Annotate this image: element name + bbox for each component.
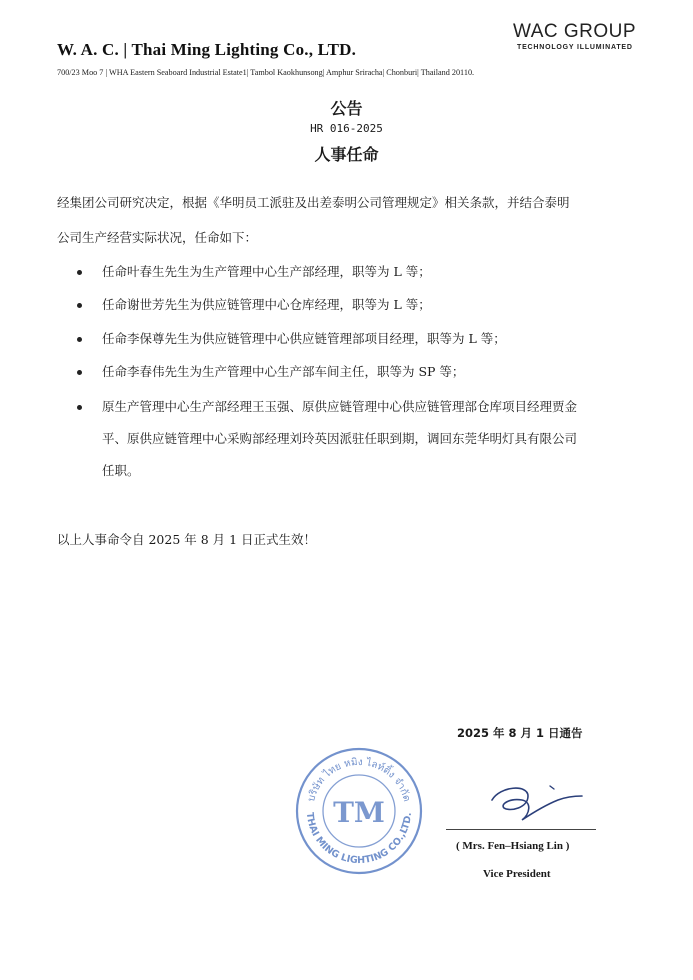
intro-line-1: 经集团公司研究决定，根据《华明员工派驻及出差泰明公司管理规定》相关条款，并结合泰明: [57, 195, 570, 210]
bullet-icon: [77, 270, 82, 275]
company-seal: [293, 745, 425, 877]
intro-line-2: 公司生产经营实际状况，任命如下：: [57, 230, 258, 245]
logo-wordmark: WAC GROUP: [513, 21, 637, 42]
notice-subject: 人事任命: [314, 145, 379, 164]
bullet-icon: [77, 370, 82, 375]
signer-name: ( Mrs. Fen–Hsiang Lin ): [456, 840, 570, 852]
list-item: 任命李春伟先生为生产管理中心生产部车间主任，职等为 SP 等；: [102, 364, 465, 379]
document-reference: HR 016-2025: [310, 122, 383, 135]
list-item-line: 原生产管理中心生产部经理王玉强、原供应链管理中心供应链管理部仓库项目经理贾金: [102, 399, 578, 414]
list-item: 任命李保尊先生为供应链管理中心供应链管理部项目经理，职等为 L 等；: [102, 331, 506, 346]
list-item: 任命叶春生先生为生产管理中心生产部经理，职等为 L 等；: [102, 264, 431, 279]
signature-scribble: [470, 778, 600, 830]
bullet-icon: [77, 303, 82, 308]
signer-title: Vice President: [483, 868, 551, 880]
list-item-line: 平、原供应链管理中心采购部经理刘玲英因派驻任职到期，调回东莞华明灯具有限公司: [102, 431, 578, 446]
seal-english-text: THAI MING LIGHTING CO.,LTD.: [303, 811, 415, 867]
bullet-icon: [77, 405, 82, 410]
seal-thai-text: บริษัท ไทย หมิง ไลท์ติ้ง จำกัด: [306, 756, 412, 803]
bullet-icon: [77, 337, 82, 342]
signature-line: [446, 829, 596, 830]
notice-date: 2025 年 8 月 1 日通告: [457, 726, 583, 740]
effective-date-statement: 以上人事命令自 2025 年 8 月 1 日正式生效！: [57, 532, 317, 547]
company-name: W. A. C. | Thai Ming Lighting Co., LTD.: [57, 40, 357, 59]
notice-heading: 公告: [330, 99, 363, 118]
company-address: 700/23 Moo 7 | WHA Eastern Seaboard Industrial Estate1| Tambol Kaokhunsong| Amphur Sriracha| Chonburi| Thailand 20110.: [57, 68, 475, 77]
list-item-line: 任职。: [102, 463, 140, 478]
logo-tagline: TECHNOLOGY ILLUMINATED: [517, 44, 633, 51]
list-item: 任命谢世芳先生为供应链管理中心仓库经理，职等为 L 等；: [102, 297, 431, 312]
seal-center-text: TM: [333, 796, 385, 829]
